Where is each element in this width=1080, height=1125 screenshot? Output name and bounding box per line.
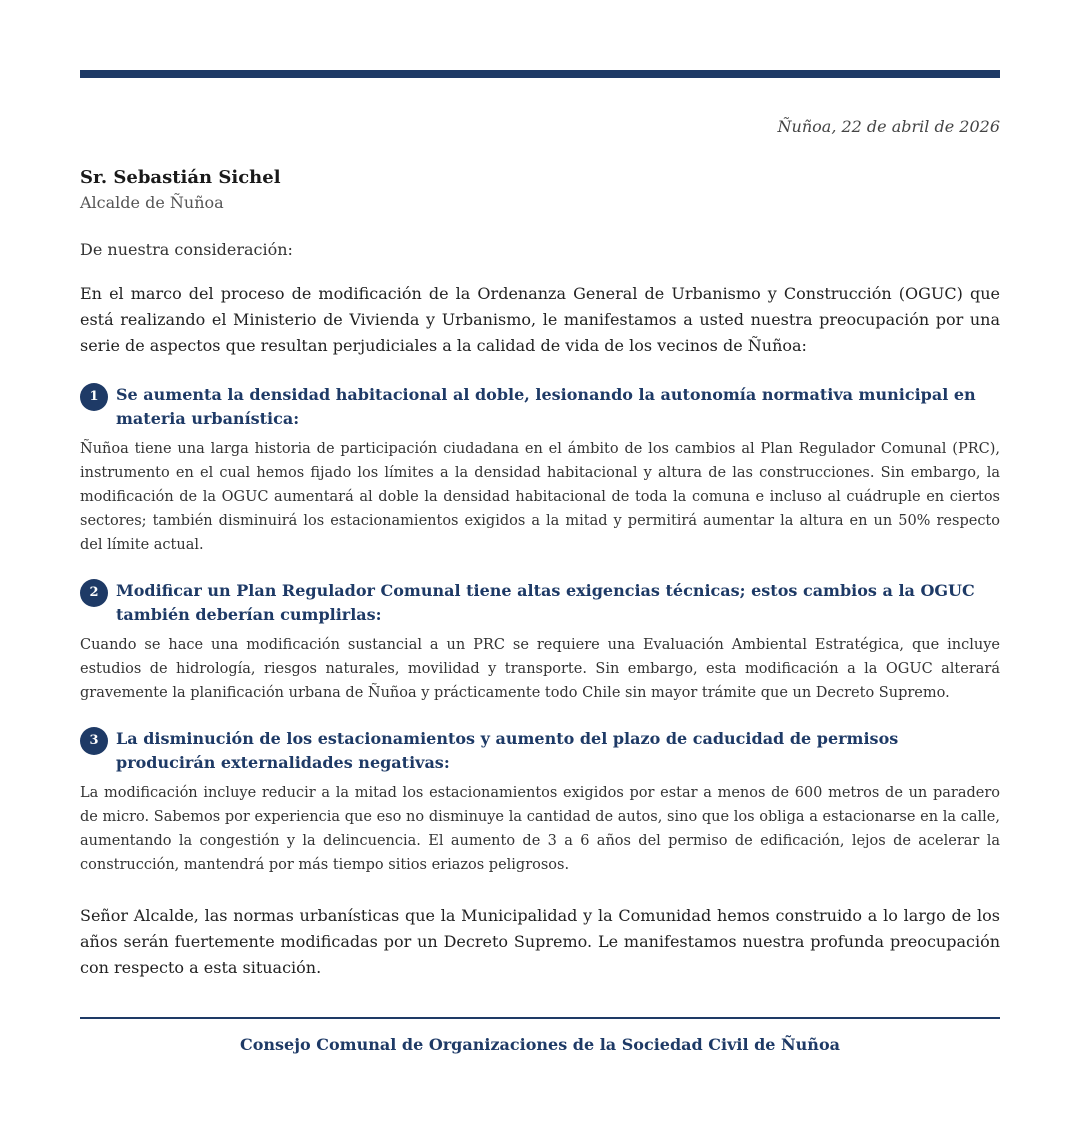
number-badge: 2 [80, 579, 108, 607]
recipient-name: Sr. Sebastián Sichel [80, 167, 281, 188]
concern-heading [80, 727, 1000, 775]
concern-title: La disminución de los estacionamientos y aumento del plazo de caducidad de permisos producirán externalidades negativas: [116, 729, 899, 772]
number-badge: 1 [80, 383, 108, 411]
concern-heading [80, 579, 1000, 627]
concern-body: La modificación incluye reducir a la mitad los estacionamientos exigidos por estar a menos de 600 metros de un paradero de micro. Sabemos por experiencia que eso no disminuye la cantidad de autos, sino que los obliga a estacionarse en la calle, aumentando la congestión y la delincuencia. El aumento de 3 a 6 años del permiso de edificación, lejos de acelerar la construcción, mantendrá por más tiempo sitios eriazos peligrosos. [80, 785, 1000, 873]
concern-item [80, 727, 1000, 877]
concern-title: Se aumenta la densidad habitacional al doble, lesionando la autonomía normativa municipal en materia urbanística: [116, 385, 976, 428]
header-bar [80, 70, 1000, 78]
number-badge: 3 [80, 727, 108, 755]
concern-title: Modificar un Plan Regulador Comunal tiene altas exigencias técnicas; estos cambios a la OGUC también deberían cumplirlas: [116, 581, 975, 624]
concern-body: Ñuñoa tiene una larga historia de participación ciudadana en el ámbito de los cambios al Plan Regulador Comunal (PRC), instrumento en el cual hemos fijado los límites a la densidad habitacional y altura de las construcciones. Sin embargo, la modificación de la OGUC aumentará al doble la densidad habitacional de toda la comuna e incluso al cuádruple en ciertos sectores; también disminuirá los estacionamientos exigidos a la mitad y permitirá aumentar la altura en un 50% respecto del límite actual. [80, 441, 1000, 553]
closing-paragraph: Señor Alcalde, las normas urbanísticas que la Municipalidad y la Comunidad hemos construido a lo largo de los años serán fuertemente modificadas por un Decreto Supremo. Le manifestamos nuestra profunda preocupación con respecto a esta situación. [80, 906, 1000, 977]
concern-item [80, 383, 1000, 557]
intro-paragraph: En el marco del proceso de modificación de la Ordenanza General de Urbanismo y Construcción (OGUC) que está realizando el Ministerio de Vivienda y Urbanismo, le manifestamos a usted nuestra preocupación por una serie de aspectos que resultan perjudiciales a la calidad de vida de los vecinos de Ñuñoa: [80, 284, 1000, 355]
letter-date: Ñuñoa, 22 de abril de 2026 [777, 117, 1000, 136]
concern-item [80, 579, 1000, 705]
concern-body: Cuando se hace una modificación sustancial a un PRC se requiere una Evaluación Ambiental Estratégica, que incluye estudios de hidrología, riesgos naturales, movilidad y transporte. Sin embargo, esta modificación a la OGUC alterará gravemente la planificación urbana de Ñuñoa y prácticamente todo Chile sin mayor trámite que un Decreto Supremo. [80, 637, 1000, 701]
recipient-title: Alcalde de Ñuñoa [80, 193, 224, 212]
signature: Consejo Comunal de Organizaciones de la Sociedad Civil de Ñuñoa [240, 1035, 840, 1054]
footer-divider [80, 1017, 1000, 1019]
salutation: De nuestra consideración: [80, 240, 293, 259]
concern-heading [80, 383, 1000, 431]
